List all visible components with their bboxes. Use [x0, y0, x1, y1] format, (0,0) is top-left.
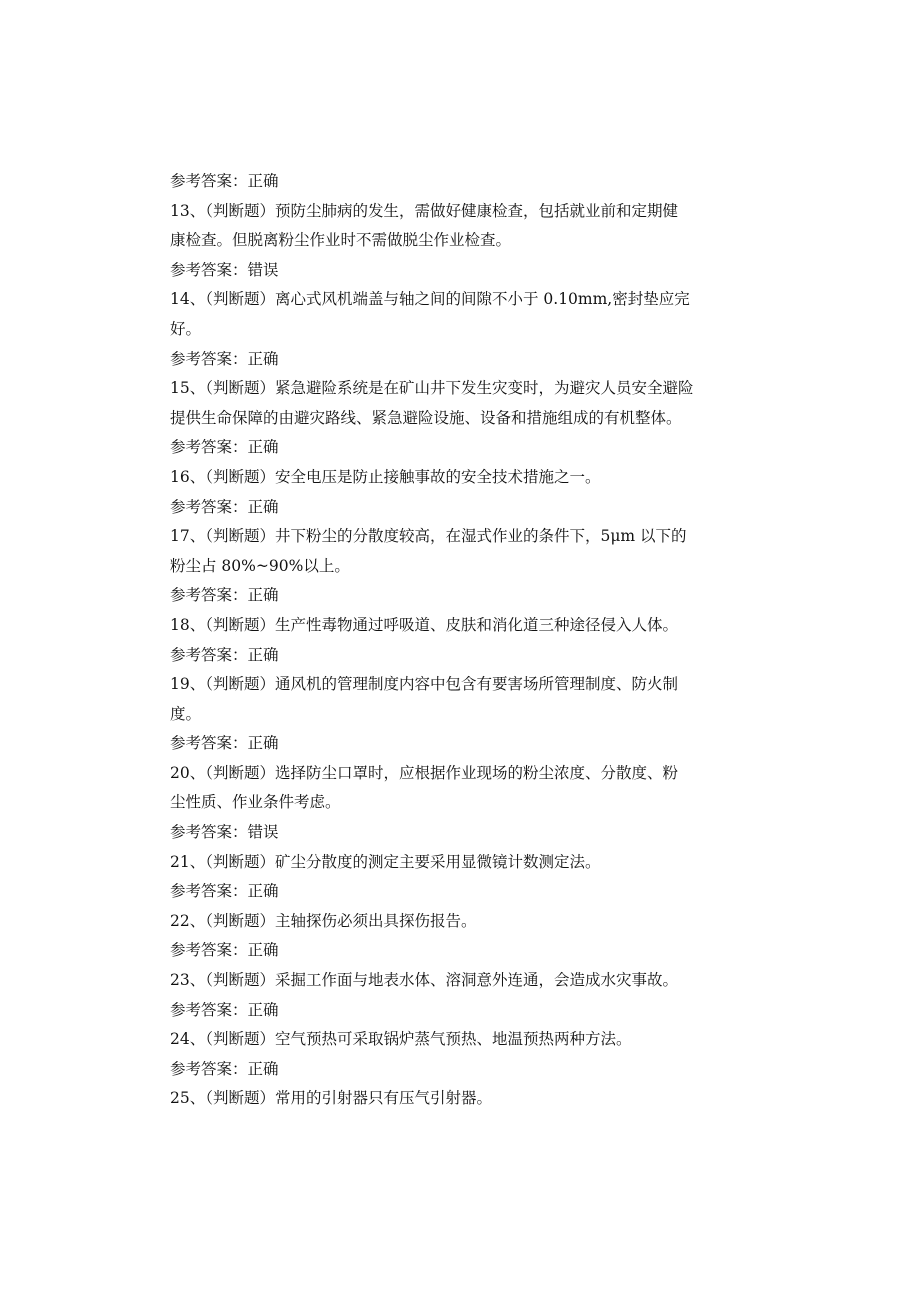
question-text-line: 提供生命保障的由避灾路线、紧急避险设施、设备和措施组成的有机整体。: [170, 408, 682, 427]
question-text-line: 尘性质、作业条件考虑。: [170, 793, 341, 812]
answer-line: 参考答案：正确: [170, 882, 279, 901]
question-item: [170, 848, 745, 878]
question-item: [170, 374, 745, 433]
question-item: [170, 463, 745, 493]
question-item: [170, 611, 745, 641]
question-item: [170, 1025, 745, 1055]
question-text-line: 22、（判断题）主轴探伤必须出具探伤报告。: [170, 911, 477, 930]
answer-line: 参考答案：错误: [170, 260, 279, 279]
question-item: [170, 759, 745, 818]
question-text-line: 度。: [170, 704, 202, 723]
answer-line: 参考答案：错误: [170, 823, 279, 842]
question-item: [170, 966, 745, 996]
question-text-line: 23、（判断题）采掘工作面与地表水体、溶洞意外连通，会造成水灾事故。: [170, 971, 678, 990]
question-item: [170, 1084, 745, 1114]
question-item: [170, 197, 745, 256]
question-text-line: 康检查。但脱离粉尘作业时不需做脱尘作业检查。: [170, 231, 512, 250]
question-text-line: 17、（判断题）井下粉尘的分散度较高，在湿式作业的条件下，5μm 以下的: [170, 527, 687, 546]
question-text-line: 粉尘占 80%~90%以上。: [170, 556, 350, 575]
question-text-line: 20、（判断题）选择防尘口罩时，应根据作业现场的粉尘浓度、分散度、粉: [170, 763, 678, 782]
question-item: [170, 285, 745, 344]
answer-line: 参考答案：正确: [170, 438, 279, 457]
question-text-line: 19、（判断题）通风机的管理制度内容中包含有要害场所管理制度、防火制: [170, 675, 678, 694]
question-text-line: 21、（判断题）矿尘分散度的测定主要采用显微镜计数测定法。: [170, 852, 601, 871]
answer-line: 参考答案：正确: [170, 645, 279, 664]
answer-line: 参考答案：正确: [170, 1000, 279, 1019]
answer-line: 参考答案：正确: [170, 497, 279, 516]
question-item: [170, 670, 745, 729]
answer-line: 参考答案：正确: [170, 349, 279, 368]
question-item: [170, 907, 745, 937]
question-text-line: 18、（判断题）生产性毒物通过呼吸道、皮肤和消化道三种途径侵入人体。: [170, 615, 678, 634]
answer-line: 参考答案：正确: [170, 734, 279, 753]
question-text-line: 24、（判断题）空气预热可采取锅炉蒸气预热、地温预热两种方法。: [170, 1030, 632, 1049]
answer-line: 参考答案：正确: [170, 1059, 279, 1078]
question-text-line: 好。: [170, 319, 202, 338]
question-item: [170, 522, 745, 581]
answer-line: 参考答案：正确: [170, 941, 279, 960]
question-text-line: 25、（判断题）常用的引射器只有压气引射器。: [170, 1089, 492, 1108]
answer-line: 参考答案：正确: [170, 586, 279, 605]
question-text-line: 13、（判断题）预防尘肺病的发生，需做好健康检查，包括就业前和定期健: [170, 201, 678, 220]
question-text-line: 14、（判断题）离心式风机端盖与轴之间的间隙不小于 0.10mm,密封垫应完: [170, 290, 690, 309]
question-list: [170, 167, 745, 1114]
answer-line: 参考答案：正确: [170, 172, 279, 190]
question-text-line: 16、（判断题）安全电压是防止接触事故的安全技术措施之一。: [170, 467, 601, 486]
question-text-line: 15、（判断题）紧急避险系统是在矿山井下发生灾变时，为避灾人员安全避险: [170, 379, 694, 398]
